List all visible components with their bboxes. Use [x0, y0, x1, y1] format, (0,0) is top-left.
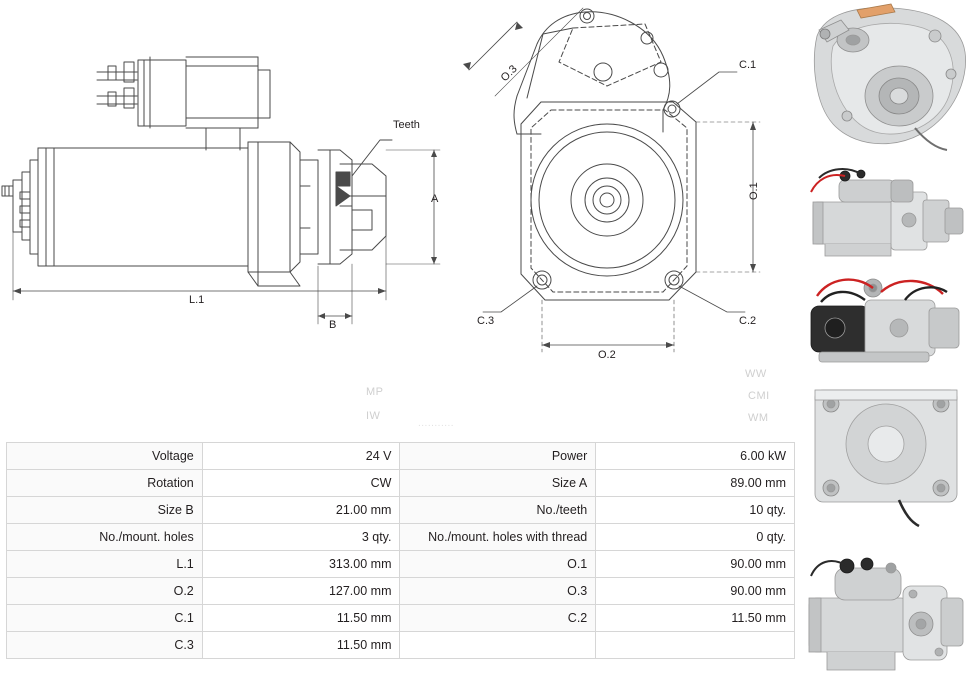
faded-text-2: IW — [366, 410, 381, 422]
spec-value: 11.50 mm — [202, 605, 400, 632]
spec-label: C.3 — [7, 632, 203, 659]
spec-value: 24 V — [202, 443, 400, 470]
front-view-drawing — [463, 8, 760, 361]
spec-value: 90.00 mm — [596, 551, 795, 578]
spec-label: Power — [400, 443, 596, 470]
spec-label: O.3 — [400, 578, 596, 605]
label-c2: C.2 — [739, 315, 757, 327]
spec-value: 0 qty. — [596, 524, 795, 551]
table-row — [7, 551, 795, 578]
faded-text-5: WM — [748, 412, 769, 424]
table-row — [7, 605, 795, 632]
label-b: B — [329, 319, 337, 331]
starter-photo-solenoid-wires[interactable] — [795, 266, 976, 374]
spec-value: 313.00 mm — [202, 551, 400, 578]
faded-text-1: MP — [366, 386, 384, 398]
spec-value: 127.00 mm — [202, 578, 400, 605]
table-row — [7, 470, 795, 497]
spec-value-empty — [596, 632, 795, 659]
table-row — [7, 443, 795, 470]
table-row — [7, 524, 795, 551]
spec-value: 21.00 mm — [202, 497, 400, 524]
spec-label: O.1 — [400, 551, 596, 578]
table-row — [7, 632, 795, 659]
table-row — [7, 578, 795, 605]
spec-label: Size B — [7, 497, 203, 524]
side-view-drawing — [2, 57, 440, 331]
label-c3: C.3 — [477, 315, 495, 327]
spec-label: No./teeth — [400, 497, 596, 524]
table-row — [7, 497, 795, 524]
spec-label-empty — [400, 632, 596, 659]
spec-label: No./mount. holes — [7, 524, 203, 551]
faded-text-6: ........... — [418, 418, 455, 429]
label-l1: L.1 — [189, 294, 205, 306]
label-c1: C.1 — [739, 59, 757, 71]
starter-photo-top-angled[interactable] — [795, 0, 976, 158]
starter-photo-full-body[interactable] — [795, 532, 976, 692]
spec-label: L.1 — [7, 551, 203, 578]
specifications-table — [6, 442, 795, 659]
label-a: A — [431, 193, 439, 205]
spec-label: O.2 — [7, 578, 203, 605]
spec-value: 10 qty. — [596, 497, 795, 524]
label-teeth: Teeth — [393, 119, 420, 131]
spec-value: 11.50 mm — [202, 632, 400, 659]
spec-value: 90.00 mm — [596, 578, 795, 605]
spec-label: C.2 — [400, 605, 596, 632]
label-o2: O.2 — [598, 349, 616, 361]
spec-label: C.1 — [7, 605, 203, 632]
spec-value: 89.00 mm — [596, 470, 795, 497]
faded-text-3: WW — [745, 368, 767, 380]
label-o1: O.1 — [748, 182, 760, 200]
label-o3: O.3 — [498, 63, 520, 85]
spec-label: Rotation — [7, 470, 203, 497]
product-photo-strip — [795, 0, 976, 692]
spec-label: No./mount. holes with thread — [400, 524, 596, 551]
spec-label: Voltage — [7, 443, 203, 470]
spec-value: CW — [202, 470, 400, 497]
starter-photo-side[interactable] — [795, 158, 976, 266]
faded-text-4: CMI — [748, 390, 770, 402]
spec-value: 3 qty. — [202, 524, 400, 551]
starter-photo-endplate[interactable] — [795, 374, 976, 532]
spec-value: 11.50 mm — [596, 605, 795, 632]
spec-label: Size A — [400, 470, 596, 497]
spec-value: 6.00 kW — [596, 443, 795, 470]
